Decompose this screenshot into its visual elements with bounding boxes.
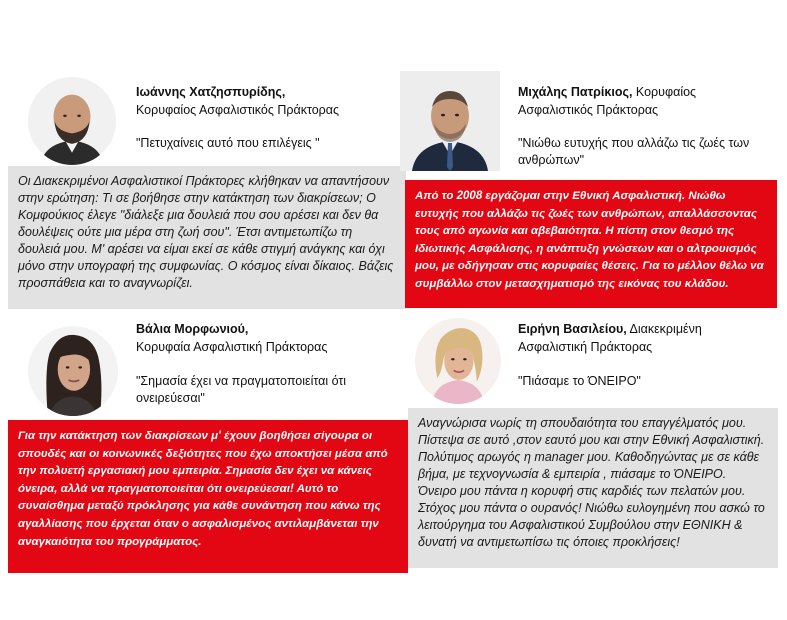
portrait-ioannis-icon — [28, 77, 116, 165]
portrait-eirini-icon — [415, 318, 501, 404]
portrait-valia-icon — [28, 326, 118, 416]
profile-4-title: Ασφαλιστική Πράκτορας — [518, 340, 653, 354]
portrait-michalis-icon — [400, 71, 500, 171]
profile-4-story: Αναγνώρισα νωρίς τη σπουδαιότητα του επαγγέλματός μου. Πίστεψα σε αυτό ,στον εαυτό μου και στην Εθνική Ασφαλιστική. Πολύτιμος αρωγός η manager μου. Καθοδηγώντας με σε κάθε βήμα, με τεχνογνωσία & εμπειρία , πιάσαμε το ΌΝΕΙΡΟ. Όνειρο μου πάντα η κορυφή στις καρδιές των πελατών μου. Στόχος μου πάντα ο ουρανός! Νιώθω ευλογημένη που ασκώ το λειτούργημα του Ασφαλιστικού Συμβούλου στην ΕΘΝΙΚΗ & δυνατή να αντιμετωπίσω τις όποιες προκλήσεις! — [408, 408, 778, 568]
profile-2-name: Μιχάλης Πατρίκιος, — [518, 85, 633, 99]
profile-1-header — [136, 83, 339, 119]
profile-3-title: Κορυφαία Ασφαλιστική Πράκτορας — [136, 340, 328, 354]
profile-4-quote: "Πιάσαμε το ΌΝΕΙΡΟ" — [518, 374, 641, 388]
profile-3-story: Για την κατάκτηση των διακρίσεων μ' έχουν βοηθήσει σίγουρα οι σπουδές και οι κοινωνικές δεξιότητες που έχω αποκτήσει μέσα από την πολυετή εργασιακή μου εμπειρία. Σημασία δεν έχει να κάνεις όνειρα, αλλά να πραγματοποιείται ότι ονειρεύεσαι! Αυτό το συναίσθημα μεταξύ πρόκλησης για κάθε συνάντηση που κάνω της αγαλλίασης που έρχεται όταν ο ασφαλισμένος αντιλαμβάνεται την αναγκαιότητα του προγράμματος. — [8, 420, 408, 573]
profile-3-header — [136, 320, 327, 356]
profile-2-title: Ασφαλιστικός Πράκτορας — [518, 103, 659, 117]
profile-2-story: Από το 2008 εργάζομαι στην Εθνική Ασφαλιστική. Νιώθω ευτυχής που αλλάζω τις ζωές των ανθρώπων, απαλλάσσοντας τους από αγωνία και αβεβαιότητα. Η πίστη στον θεσμό της Ιδιωτικής Ασφάλισης, η ανάπτυξη γνώσεων και ο αλτρουισμός μου, με οδήγησαν στις κορυφαίες θέσεις. Για το μέλλον θέλω να συμβάλλω στον μετασχηματισμό της εικόνας του κλάδου. — [405, 180, 777, 308]
profile-3-quote: "Σημασία έχει να πραγματοποιείται ότι ονειρεύεσαι" — [136, 374, 347, 405]
profile-1-quote: "Πετυχαίνεις αυτό που επιλέγεις " — [136, 136, 320, 150]
profile-4-name: Ειρήνη Βασιλείου, — [518, 322, 627, 336]
profile-3-name: Βάλια Μορφωνιού, — [136, 322, 249, 336]
profile-2-quote: "Νιώθω ευτυχής που αλλάζω τις ζωές των ανθρώπων" — [518, 136, 750, 167]
profile-4-title-inline: Διακεκριμένη — [626, 322, 702, 336]
profile-2-title-inline: Κορυφαίος — [632, 85, 697, 99]
profile-1-title: Κορυφαίος Ασφαλιστικός Πράκτορας — [136, 103, 340, 117]
profile-2-header — [518, 83, 696, 119]
profile-4-header — [518, 320, 702, 356]
profile-1-name: Ιωάννης Χατζησπυρίδης, — [136, 85, 286, 99]
profile-1-story: Οι Διακεκριμένοι Ασφαλιστικοί Πράκτορες κλήθηκαν να απαντήσουν στην ερώτηση: Τι σε βοήθησε στην κατάκτηση των διακρίσεων; Ο Κομφούκιος έλεγε "διάλεξε μια δουλειά που σου αρέσει και δεν θα δουλέψεις ούτε μια μέρα στη ζωή σου". Έτσι αντιμετωπίζω τη δουλειά μου. Μ' αρέσει να είμαι εκεί σε κάθε στιγμή ανάγκης και όχι μόνο στην υπογραφή της συμφωνίας. Ο κόσμος είναι δίκαιος. Βάζεις προσπάθεια και το αναγνωρίζει. — [8, 166, 406, 309]
